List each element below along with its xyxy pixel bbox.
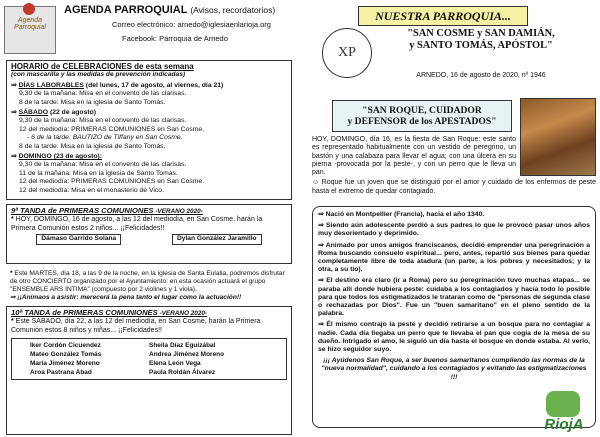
right-page [308,2,598,435]
rioja-logo-icon [546,391,580,417]
parroquia-name: "SAN COSME y SAN DAMIÁN, y SANTO TOMÁS, APÓSTOL" [407,28,555,52]
horario-block-laborables: ⇒ DÍAS LABORABLES (del lunes, 17 de agosto, al viernes, día 21) 9,30 de la mañana: Misa en el convento de las clarisas. 8 de la tarde: Misa en la iglesia de Santo Tomás. [11,81,224,106]
list-item: Elena León Vega [149,360,201,368]
list-item: Iker Cordón Cicuendez [30,342,101,350]
agenda-facebook: Facebook: Parroquia de Arnedo [122,34,228,43]
tanda10-names [11,338,287,380]
tanda10-text: * Este SÁBADO, día 22, a las 12 del mediodía, en San Cosme, harán la Primera Comunión estos 8 niños y niñas... ¡¡Felicidades!! [11,318,261,334]
tanda9-box [6,204,292,264]
list-item: Mateo González Tomás [30,351,102,359]
parroquia-banner: NUESTRA PARROQUIA... [358,6,528,26]
list-item: Siendo aún adolescente perdió a sus padres lo que le provocó pasar unos años muy desorientado y deprimido. [318,222,590,238]
horario-box [6,60,292,200]
pin-icon [23,3,35,15]
list-item: Sheila Díaz Eguizábal [149,342,216,350]
sanroque-life-box: ⇒ Nació en Montpellier (Francia), hacia el año 1340. ⇒ Siendo aún adolescente perdió a sus padres lo que le provocó pasar unos años muy desorientado y deprimido. ⇒ Animado por unos amigos franciscanos, decidió emprender una peregrinación a Roma buscando consuelo espiritual... pero, antes, repartió sus bienes para quedar completamente libre de toda atadura (un parte, a los pobres y necesitados; y la otra, a su tío). ⇒ El destino era claro (ir a Roma) pero su peregrinación tuvo muchas etapas... se paraba allí donde hubiera peste: cuidaba a los contagiados y hacía todo lo posible para que todos los estigmatizados le trataran como de "personas de segunda clase o rechazadas por Dios". Fue un "buen samaritano" en el pleno sentido de la palabra. ⇒ Él mismo contrajo la peste y decidió retirarse a un bosque para no contagiar a nadie. Cada día llegaba un perro que le llevaba el pan que cogía de la mesa de su dueño. Intrigado el amo, le siguió un día hasta el bosque en donde estaba. Al verlo, se hizo seguidor suyo. ¡¡¡ Ayúdenos San Roque, a ser buenos samaritanos cumpliendo las normas de la "nueva normalidad", cuidando a los contagiados y evitando las estigmatizaciones !!! [312,206,596,428]
parroquia-header [318,2,588,94]
final-prayer: ¡¡¡ Ayúdenos San Roque, a ser buenos samaritanos cumpliendo las normas de la "nueva normalidad", cuidando a los contagiados y evitando las estigmatizaciones !!! [321,357,587,381]
horario-block-sabado: ⇒ SÁBADO (22 de agosto) 9,30 de la mañana: Misa en el convento de las clarisas. 12 del mediodía: PRIMERAS COMUNIONES en San Cosme. - 6 de la tarde: BAUTIZO de Tiffany en San Cosme. 8 de la tarde: Misa en la iglesia de Santo Tomás. [11,109,205,150]
agenda-header [2,2,296,62]
list-item: Aroa Pastrana Abad [30,369,92,377]
agenda-email: Correo electrónico: arnedo@iglesiaenlarioja.org [112,20,271,29]
agenda-logo: Agenda Parroquial [4,6,56,54]
sanroque-title: "SAN ROQUE, CUIDADOR y DEFENSOR de los APESTADOS" [332,100,512,132]
tanda9-names [11,234,287,244]
list-item: Andrea Jiménez Moreno [149,351,225,359]
tanda9-title: 9ª TANDA de PRIMERAS COMUNIONES -VERANO 2020- [11,206,203,215]
list-item: Nació en Montpellier (Francia), hacia el año 1340. [325,211,485,218]
tanda9-text: * HOY, DOMINGO, 16 de agosto, a las 12 del mediodía, en San Cosme, harán la Primera Comunión estos 2 niños... ¡¡Felicidades!! [11,216,263,232]
tanda10-title: 10ª TANDA de PRIMERAS COMUNIONES -VERANO 2020- [11,308,208,317]
left-page [2,2,296,435]
issue-date: ARNEDO, 16 de agosto de 2020, nº 1946 [416,72,546,79]
tanda10-box [6,306,292,435]
chi-rho-seal-icon: XP [322,28,372,78]
sanroque-intro: HOY, DOMINGO, día 16, es la fiesta de San Roque: este santo es representado habitualmente con un vestido de peregrino, un bastón y una calabaza para llevar el agua; con una úlcera en su pierna -provocada por la peste-, y con un perro que le lleva un pan. ☺ Roque fue un joven que se distinguió por el amor y cuidado de los enfermos de peste hasta el extremo de quedar contagiado. [312,136,596,195]
list-item: El destino era claro (ir a Roma) pero su peregrinación tuvo muchas etapas... se paraba allí donde hubiera peste: cuidaba a los contagiados y hacía todo lo posible para que todos los estigmatizados le trataran como de "personas de segunda clase o rechazadas por Dios". Fue un "buen samaritano" en el pleno sentido de la palabra. [318,277,591,318]
horario-title: HORARIO de CELEBRACIONES de esta semana [11,62,194,71]
rioja-logo: RiojA [538,391,590,433]
horario-subtitle: (con mascarilla y las medidas de prevención indicadas) [11,71,186,79]
concierto-notice: * Este MARTES, día 18, a las 9 de la noche, en la iglesia de Santa Eulalia, podremos disfrutar de otro CONCIERTO organizado por el Ayuntamiento: en esta ocasión actuará el grupo "ENSEMBLE ARS INTIMA" (compuesto por 2 violines y 1 viola). ⇒ ¡¡Animaos a asistir: merecerá la pena tanto el lugar como la actuación!! [10,270,285,301]
list-item: Dámaso Garrido Solana [36,234,121,244]
agenda-title: AGENDA PARROQUIAL (Avisos, recordatorios) [64,4,276,16]
list-item: Él mismo contrajo la peste y decidió retirarse a un bosque para no contagiar a nadie. Cada día llegaba un perro que le llevaba el pan que cogía de la mesa de su dueño. Intrigado el amo, le siguió un día hasta el bosque en donde estaba. Al verlo, se hizo seguidor suyo. [318,321,590,354]
list-item: Animado por unos amigos franciscanos, decidió emprender una peregrinación a Roma buscando consuelo espiritual... pero, antes, repartió sus bienes para quedar completamente libre de toda atadura (un parte, a los pobres y necesitados; y la otra, a su tío). [318,241,590,274]
list-item: Dylan González Jaramillo [172,234,262,244]
horario-block-domingo: ⇒ DOMINGO (23 de agosto): 9,30 de la mañana: Misa en el convento de las clarisas. 11 de la mañana: Misa en la iglesia de Santo Tomás. 12 del mediodía: PRIMERAS COMUNIONES en San Cosme. 12 del mediodía: Misa en el monasterio de Vico. [11,153,205,194]
list-item: Paula Roldán Álvarez [149,369,216,377]
list-item: María Jiménez Moreno [30,360,100,368]
